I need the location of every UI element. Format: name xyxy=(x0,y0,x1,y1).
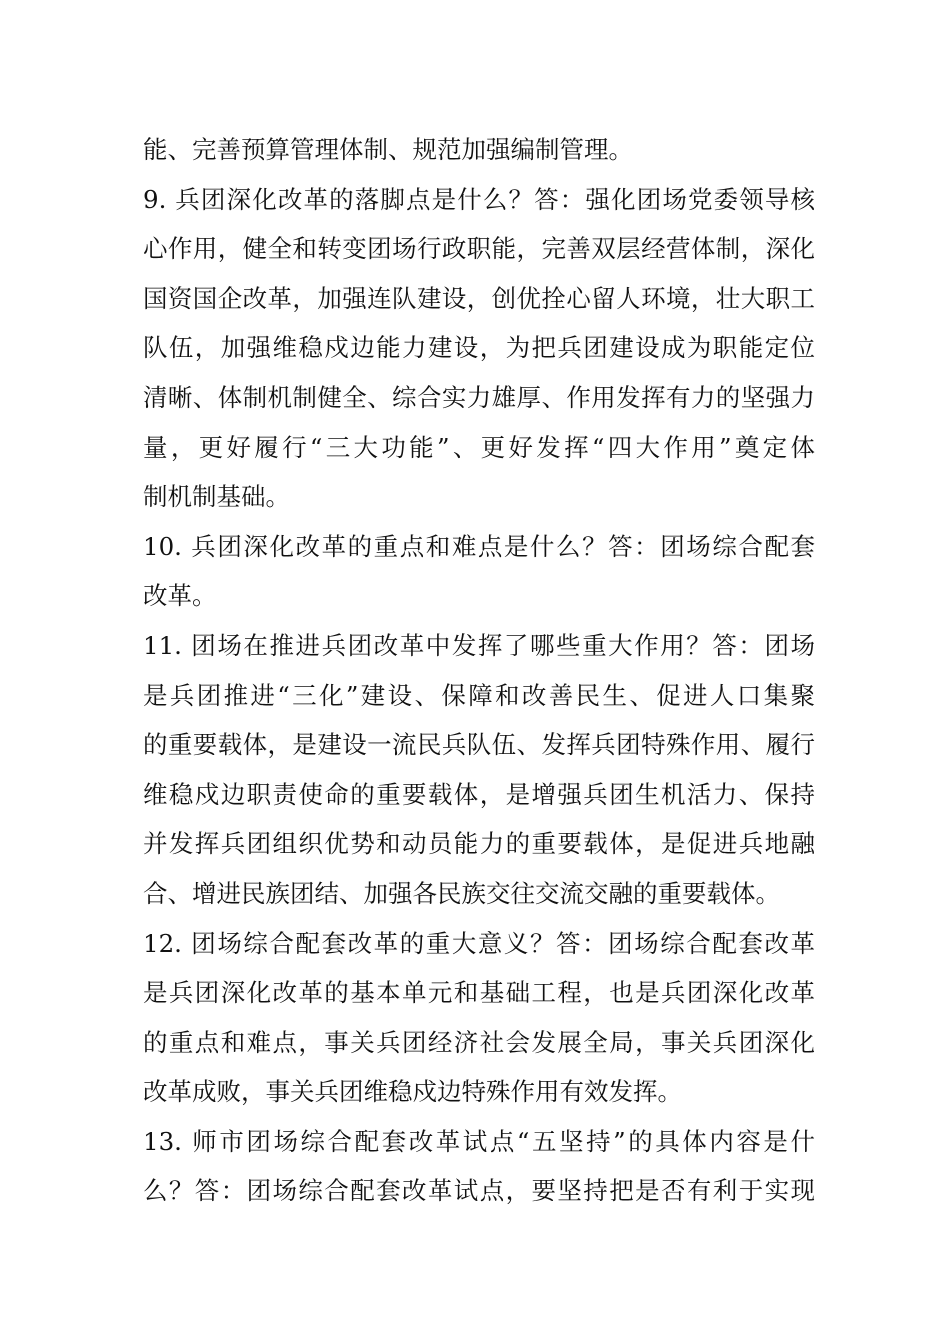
text-line: 制机制基础。 xyxy=(143,482,290,512)
text-line: 的重点和难点，事关兵团经济社会发展全局，事关兵团深化 xyxy=(143,1027,815,1057)
text-line: 改革成败，事关兵团维稳戍边特殊作用有效发挥。 xyxy=(143,1077,682,1107)
document-body xyxy=(143,125,815,1216)
text-line: 的重要载体，是建设一流民兵队伍、发挥兵团特殊作用、履行 xyxy=(143,730,815,760)
text-line: 合、增进民族团结、加强各民族交往交流交融的重要载体。 xyxy=(143,878,780,908)
text-line: 是兵团深化改革的基本单元和基础工程，也是兵团深化改革 xyxy=(143,978,815,1008)
text-line: 么？答：团场综合配套改革试点，要坚持把是否有利于实现 xyxy=(143,1176,815,1206)
text-line: 国资国企改革，加强连队建设，创优拴心留人环境，壮大职工 xyxy=(143,283,815,313)
question-9-line: 9. 兵团深化改革的落脚点是什么？答：强化团场党委领导核 xyxy=(143,184,815,214)
text-line: 能、完善预算管理体制、规范加强编制管理。 xyxy=(143,135,633,164)
question-11-line: 11. 团场在推进兵团改革中发挥了哪些重大作用？答：团场 xyxy=(143,630,815,660)
text-line: 改革。 xyxy=(143,581,217,611)
text-line: 清晰、体制机制健全、综合实力雄厚、作用发挥有力的坚强力 xyxy=(143,382,815,412)
text-line: 量，更好履行“三大功能”、更好发挥“四大作用”奠定体 xyxy=(143,432,815,462)
text-line: 心作用，健全和转变团场行政职能，完善双层经营体制，深化 xyxy=(143,234,815,264)
text-line: 并发挥兵团组织优势和动员能力的重要载体，是促进兵地融 xyxy=(143,829,815,859)
text-line: 是兵团推进“三化”建设、保障和改善民生、促进人口集聚 xyxy=(143,680,815,710)
text-line: 维稳戍边职责使命的重要载体，是增强兵团生机活力、保持 xyxy=(143,779,815,809)
text-line: 队伍，加强维稳戍边能力建设，为把兵团建设成为职能定位 xyxy=(143,333,815,363)
question-13-line: 13. 师市团场综合配套改革试点“五坚持”的具体内容是什 xyxy=(143,1126,815,1156)
question-10-line: 10. 兵团深化改革的重点和难点是什么？答：团场综合配套 xyxy=(143,531,815,561)
question-12-line: 12. 团场综合配套改革的重大意义？答：团场综合配套改革 xyxy=(143,928,815,958)
